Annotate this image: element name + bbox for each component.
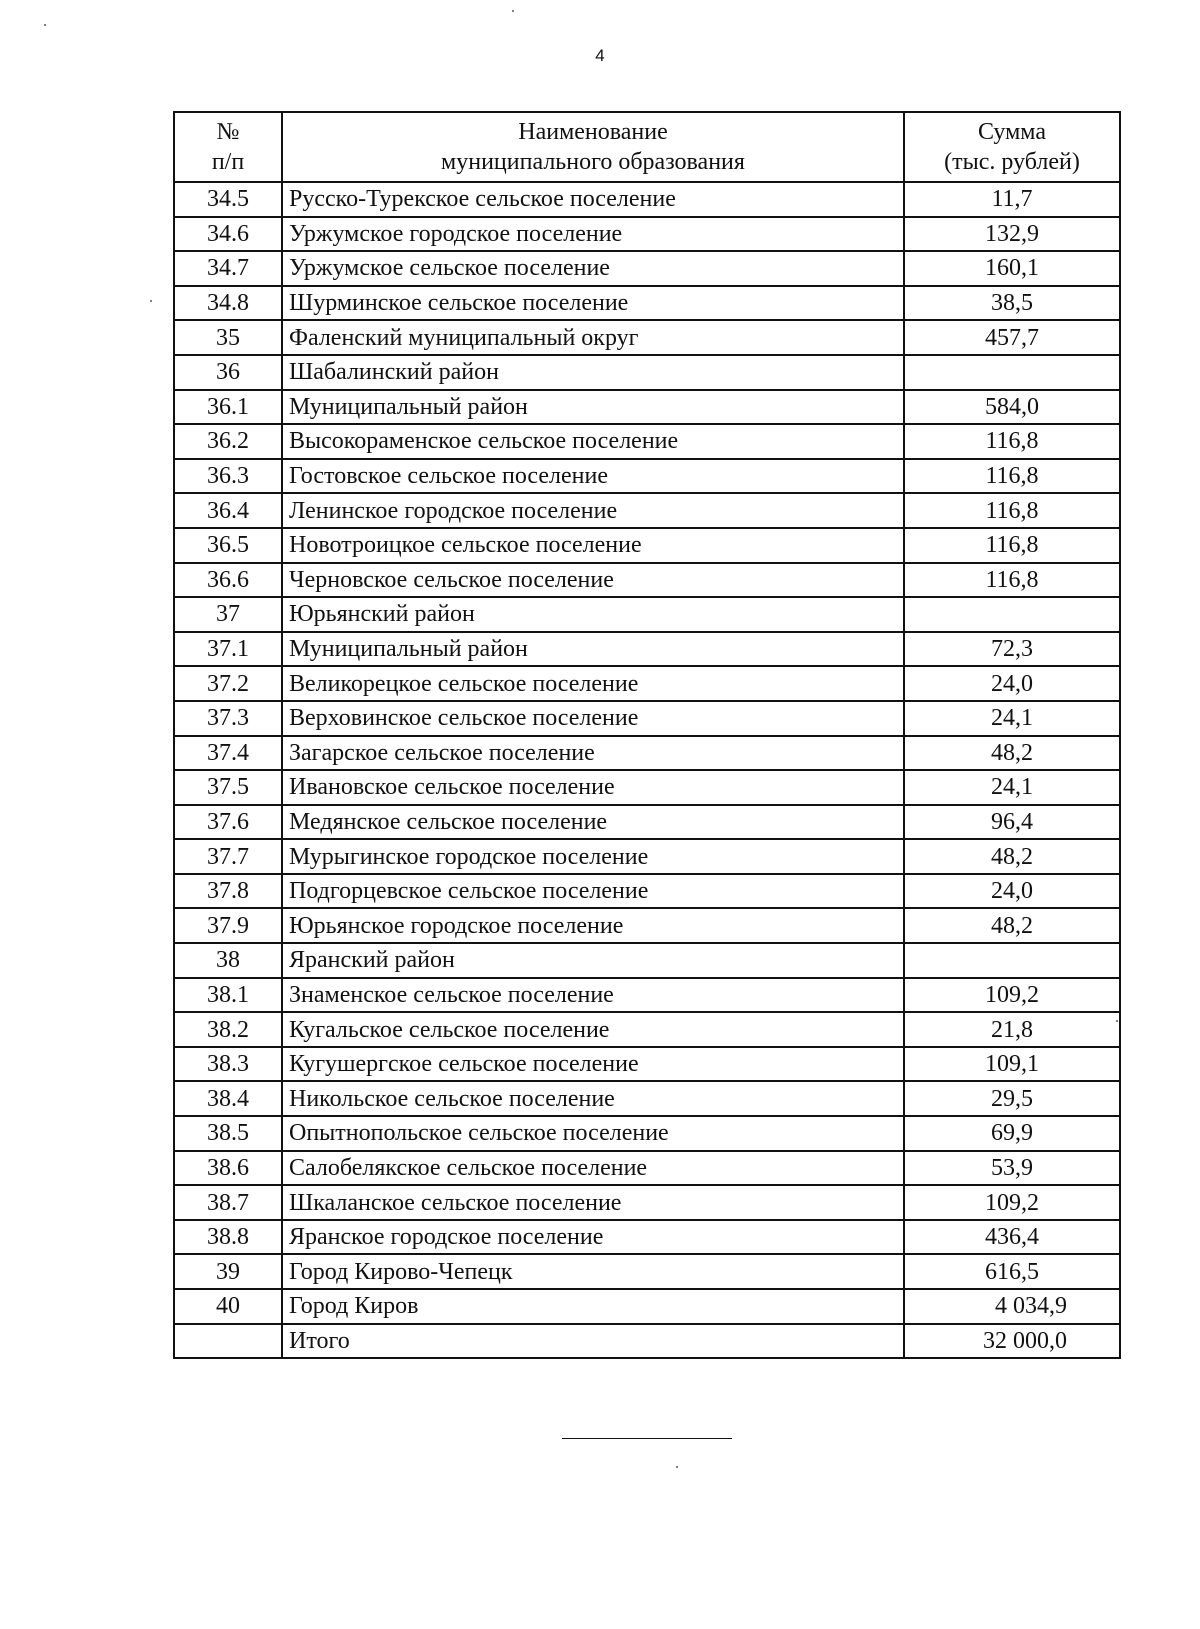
table-row [174, 770, 1120, 805]
table-row [174, 217, 1120, 252]
row-number: 37.4 [174, 736, 282, 771]
amount: 72,3 [904, 632, 1120, 667]
municipality-name: Муниципальный район [282, 632, 904, 667]
municipality-name: Гостовское сельское поселение [282, 459, 904, 494]
row-number: 37.2 [174, 666, 282, 701]
header-name-line-2: муниципального образования [441, 149, 745, 175]
municipality-name: Юрьянский район [282, 597, 904, 632]
municipality-name: Юрьянское городское поселение [282, 908, 904, 943]
municipality-name: Шурминское сельское поселение [282, 286, 904, 321]
table-row [174, 1220, 1120, 1255]
amount: 584,0 [904, 390, 1120, 425]
scan-speck [676, 1466, 678, 1468]
amount: 69,9 [904, 1116, 1120, 1151]
header-sum [904, 112, 1120, 182]
row-number: 38 [174, 943, 282, 978]
municipality-name: Ивановское сельское поселение [282, 770, 904, 805]
amount [904, 597, 1120, 632]
table-header [174, 112, 1120, 182]
table-row [174, 736, 1120, 771]
municipality-name: Верховинское сельское поселение [282, 701, 904, 736]
table-row [174, 1254, 1120, 1289]
table-row [174, 1151, 1120, 1186]
table-row [174, 908, 1120, 943]
header-name [282, 112, 904, 182]
row-number: 37.1 [174, 632, 282, 667]
scan-speck [44, 24, 46, 26]
row-number: 39 [174, 1254, 282, 1289]
header-number-line-1: № [216, 119, 240, 145]
municipality-name: Подгорцевское сельское поселение [282, 874, 904, 909]
municipality-name: Мурыгинское городское поселение [282, 839, 904, 874]
header-sum-line-1: Сумма [978, 119, 1046, 145]
table-row [174, 493, 1120, 528]
amount: 116,8 [904, 459, 1120, 494]
table-row [174, 839, 1120, 874]
table-row [174, 666, 1120, 701]
row-number: 40 [174, 1289, 282, 1324]
municipality-name: Знаменское сельское поселение [282, 978, 904, 1013]
municipality-name: Шкаланское сельское поселение [282, 1185, 904, 1220]
amount: 116,8 [904, 528, 1120, 563]
municipality-name: Фаленский муниципальный округ [282, 320, 904, 355]
table-row [174, 1185, 1120, 1220]
municipality-name: Великорецкое сельское поселение [282, 666, 904, 701]
table-row [174, 563, 1120, 598]
header-sum-line-2: (тыс. рублей) [944, 149, 1080, 175]
municipality-name: Кугальское сельское поселение [282, 1012, 904, 1047]
amount: 53,9 [904, 1151, 1120, 1186]
amount: 24,0 [904, 666, 1120, 701]
amount: 48,2 [904, 736, 1120, 771]
row-number: 36.6 [174, 563, 282, 598]
municipality-name: Черновское сельское поселение [282, 563, 904, 598]
row-number: 38.5 [174, 1116, 282, 1151]
table-row [174, 1081, 1120, 1116]
municipality-name: Ленинское городское поселение [282, 493, 904, 528]
row-number: 38.6 [174, 1151, 282, 1186]
amount: 436,4 [904, 1220, 1120, 1255]
amount: 24,1 [904, 701, 1120, 736]
amount: 109,2 [904, 978, 1120, 1013]
table-body [174, 182, 1120, 1358]
municipality-name: Салобелякское сельское поселение [282, 1151, 904, 1186]
table-row [174, 874, 1120, 909]
page-number: 4 [595, 46, 605, 65]
amount [904, 355, 1120, 390]
row-number: 37.3 [174, 701, 282, 736]
amount: 4 034,9 [904, 1289, 1120, 1324]
amount: 24,1 [904, 770, 1120, 805]
table-row [174, 459, 1120, 494]
table-row [174, 1047, 1120, 1082]
row-number: 37.8 [174, 874, 282, 909]
table-row [174, 528, 1120, 563]
row-number: 34.8 [174, 286, 282, 321]
municipality-name: Город Кирово-Чепецк [282, 1254, 904, 1289]
row-number: 36 [174, 355, 282, 390]
amount: 96,4 [904, 805, 1120, 840]
row-number [174, 1324, 282, 1359]
amount: 457,7 [904, 320, 1120, 355]
amount: 48,2 [904, 839, 1120, 874]
row-number: 38.1 [174, 978, 282, 1013]
row-number: 36.2 [174, 424, 282, 459]
municipality-name: Яранское городское поселение [282, 1220, 904, 1255]
table-row [174, 390, 1120, 425]
amount: 48,2 [904, 908, 1120, 943]
table-row [174, 978, 1120, 1013]
header-number-line-2: п/п [211, 149, 245, 175]
municipality-name: Муниципальный район [282, 390, 904, 425]
row-number: 37.6 [174, 805, 282, 840]
municipality-name: Итого [282, 1324, 904, 1359]
row-number: 36.4 [174, 493, 282, 528]
table-row [174, 701, 1120, 736]
scan-speck [1116, 1020, 1118, 1022]
table-row [174, 632, 1120, 667]
row-number: 34.7 [174, 251, 282, 286]
amount: 11,7 [904, 182, 1120, 217]
table-row [174, 1289, 1120, 1324]
header-number [174, 112, 282, 182]
amount: 616,5 [904, 1254, 1120, 1289]
table-row [174, 943, 1120, 978]
row-number: 37.9 [174, 908, 282, 943]
table-row [174, 355, 1120, 390]
amount: 109,2 [904, 1185, 1120, 1220]
amount: 109,1 [904, 1047, 1120, 1082]
table-row [174, 320, 1120, 355]
table-row [174, 251, 1120, 286]
amount: 38,5 [904, 286, 1120, 321]
municipality-name: Загарское сельское поселение [282, 736, 904, 771]
row-number: 37.5 [174, 770, 282, 805]
municipality-name: Русско-Турекское сельское поселение [282, 182, 904, 217]
row-number: 37 [174, 597, 282, 632]
row-number: 38.3 [174, 1047, 282, 1082]
table-row [174, 182, 1120, 217]
row-number: 34.6 [174, 217, 282, 252]
amount [904, 943, 1120, 978]
table-row [174, 1012, 1120, 1047]
row-number: 38.4 [174, 1081, 282, 1116]
row-number: 36.3 [174, 459, 282, 494]
scan-speck [512, 10, 514, 12]
municipality-name: Уржумское сельское поселение [282, 251, 904, 286]
amount: 116,8 [904, 563, 1120, 598]
row-number: 36.5 [174, 528, 282, 563]
municipality-name: Медянское сельское поселение [282, 805, 904, 840]
allocation-table [173, 111, 1121, 1359]
header-name-line-1: Наименование [518, 119, 668, 145]
table-row [174, 805, 1120, 840]
row-number: 37.7 [174, 839, 282, 874]
total-row [174, 1324, 1120, 1359]
municipality-name: Кугушергское сельское поселение [282, 1047, 904, 1082]
municipality-name: Город Киров [282, 1289, 904, 1324]
row-number: 36.1 [174, 390, 282, 425]
row-number: 38.2 [174, 1012, 282, 1047]
municipality-name: Никольское сельское поселение [282, 1081, 904, 1116]
municipality-name: Высокораменское сельское поселение [282, 424, 904, 459]
table-row [174, 286, 1120, 321]
municipality-name: Опытнопольское сельское поселение [282, 1116, 904, 1151]
amount: 32 000,0 [904, 1324, 1120, 1359]
amount: 29,5 [904, 1081, 1120, 1116]
scan-speck [150, 300, 152, 302]
table-row [174, 424, 1120, 459]
amount: 24,0 [904, 874, 1120, 909]
table-row [174, 1116, 1120, 1151]
municipality-name: Шабалинский район [282, 355, 904, 390]
amount: 21,8 [904, 1012, 1120, 1047]
municipality-name: Уржумское городское поселение [282, 217, 904, 252]
row-number: 38.7 [174, 1185, 282, 1220]
amount: 116,8 [904, 424, 1120, 459]
amount: 132,9 [904, 217, 1120, 252]
row-number: 34.5 [174, 182, 282, 217]
municipality-name: Яранский район [282, 943, 904, 978]
row-number: 38.8 [174, 1220, 282, 1255]
municipality-name: Новотроицкое сельское поселение [282, 528, 904, 563]
amount: 160,1 [904, 251, 1120, 286]
table-row [174, 597, 1120, 632]
row-number: 35 [174, 320, 282, 355]
closing-rule [562, 1438, 732, 1439]
amount: 116,8 [904, 493, 1120, 528]
